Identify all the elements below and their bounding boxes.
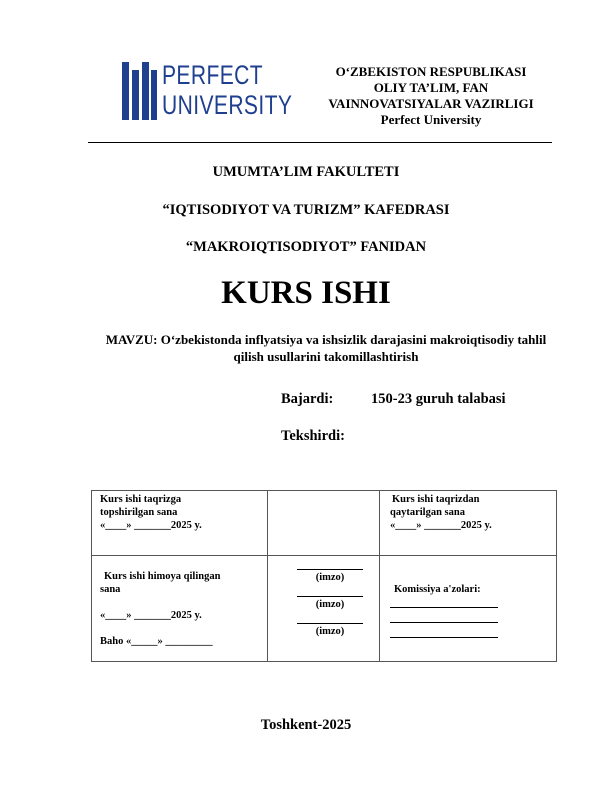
review-table [91, 490, 557, 662]
ministry-line-1: O‘ZBEKISTON RESPUBLIKASI [335, 64, 527, 79]
bajardi-label: Bajardi: [281, 391, 334, 407]
logo-text [162, 60, 292, 120]
footer-city-year: Toshkent-2025 [260, 717, 352, 733]
signature-label: (imzo) [315, 599, 345, 610]
defended-line-1: Kurs ishi himoya qilingan [104, 571, 221, 582]
topic-line-2: qilish usullarini takomillashtirish [233, 349, 419, 364]
commission-label: Komissiya a'zolari: [394, 584, 481, 595]
submitted-line-1: Kurs ishi taqrizga [100, 494, 182, 505]
returned-line-1: Kurs ishi taqrizdan [392, 494, 480, 505]
bajardi-value: 150-23 guruh talabasi [371, 391, 506, 407]
ministry-header [300, 64, 562, 128]
signature-line [297, 623, 363, 624]
ministry-line-3: VAINNOVATSIYALAR VAZIRLIGI [328, 96, 534, 111]
subject-name: “MAKROIQTISODIYOT” FANIDAN [185, 239, 427, 255]
table-divider [267, 491, 268, 661]
commission-line [390, 607, 498, 608]
submitted-line-2: topshirilgan sana [100, 507, 178, 518]
tekshirdi-label: Tekshirdi: [281, 428, 345, 444]
returned-line-2: qaytarilgan sana [390, 507, 465, 518]
table-divider [92, 555, 556, 556]
signature-label: (imzo) [315, 572, 345, 583]
header-divider [88, 142, 552, 143]
table-divider [379, 491, 380, 661]
ministry-line-2: OLIY TA’LIM, FAN [373, 80, 489, 95]
signature-line [297, 569, 363, 570]
ministry-line-4: Perfect University [380, 112, 482, 127]
defended-date: «____» _______2025 y. [100, 610, 202, 621]
submitted-date: «____» _______2025 y. [100, 520, 202, 531]
logo-line-2: UNIVERSITY [162, 90, 293, 120]
defended-line-2: sana [100, 584, 121, 595]
department-name: “IQTISODIYOT VA TURIZM” KAFEDRASI [162, 202, 450, 218]
university-logo [122, 60, 293, 126]
commission-line [390, 622, 498, 623]
grade-line: Baho «_____» _________ [100, 636, 213, 647]
logo-line-1: PERFECT [162, 60, 264, 90]
commission-line [390, 637, 498, 638]
topic-line-1: MAVZU: O‘zbekistonda inflyatsiya va ishsizlik darajasini makroiqtisodiy tahlil [105, 332, 547, 347]
page-title: KURS ISHI [221, 275, 391, 311]
faculty-name: UMUMTA’LIM FAKULTETI [212, 164, 400, 180]
topic [70, 331, 582, 365]
returned-date: «____» _______2025 y. [390, 520, 492, 531]
signature-label: (imzo) [315, 626, 345, 637]
logo-bars-icon [122, 62, 158, 122]
signature-line [297, 596, 363, 597]
